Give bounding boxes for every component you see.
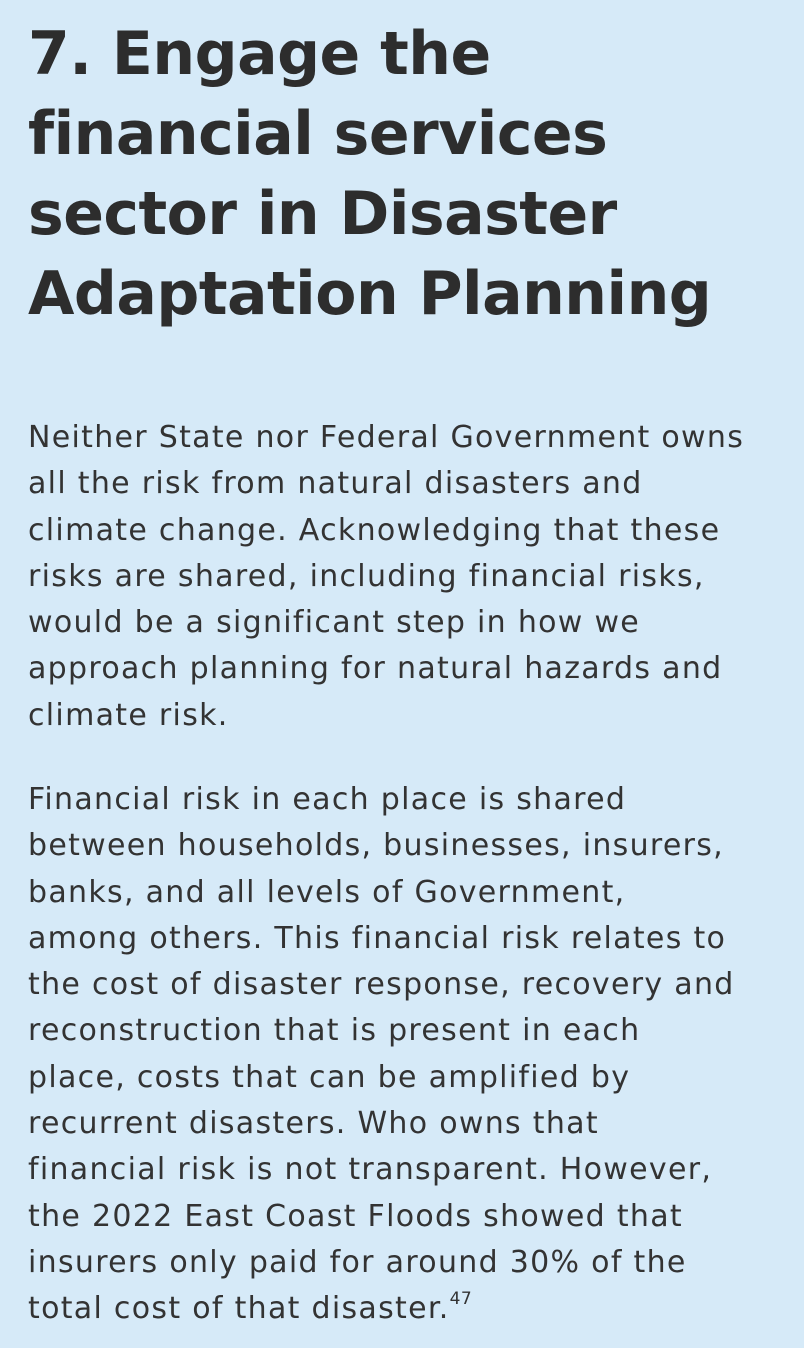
paragraph-financial-risk <box>28 777 735 1333</box>
paragraph-line: climate change. Acknowledging that these <box>28 512 721 548</box>
paragraph-line: financial risk is not transparent. However, <box>28 1152 713 1188</box>
paragraph-line: Neither State nor Federal Government owns <box>28 420 745 455</box>
paragraph-line: insurers only paid for around 30% of the <box>28 1244 687 1280</box>
paragraph-line: risks are shared, including financial risks, <box>28 558 705 594</box>
paragraph-line: climate risk. <box>28 697 229 733</box>
paragraph-line: Financial risk in each place is shared <box>28 782 627 817</box>
paragraph-line: would be a significant step in how we <box>28 605 641 641</box>
paragraph-line: recurrent disasters. Who owns that <box>28 1106 599 1142</box>
section-heading <box>28 14 782 334</box>
paragraph-last-line <box>28 1286 735 1332</box>
paragraph-line: the cost of disaster response, recovery and <box>28 967 735 1003</box>
paragraph-line: approach planning for natural hazards and <box>28 651 723 687</box>
paragraph-line: the 2022 East Coast Floods showed that <box>28 1198 683 1234</box>
heading-line: financial services <box>28 99 608 169</box>
paragraph-line: all the risk from natural disasters and <box>28 466 643 502</box>
heading-line: 7. Engage the <box>28 19 491 89</box>
paragraph-shared-risk <box>28 415 744 739</box>
paragraph-line: among others. This financial risk relates to <box>28 920 727 956</box>
heading-line: Adaptation Planning <box>28 259 712 329</box>
paragraph-line: reconstruction that is present in each <box>28 1013 641 1049</box>
paragraph-line: place, costs that can be amplified by <box>28 1059 631 1095</box>
paragraph-line: total cost of that disaster. <box>28 1291 450 1327</box>
paragraph-line: between households, businesses, insurers, <box>28 828 725 864</box>
footnote-reference[interactable]: 47 <box>449 1289 473 1310</box>
heading-line: sector in Disaster <box>28 179 617 249</box>
paragraph-line: banks, and all levels of Government, <box>28 874 626 910</box>
